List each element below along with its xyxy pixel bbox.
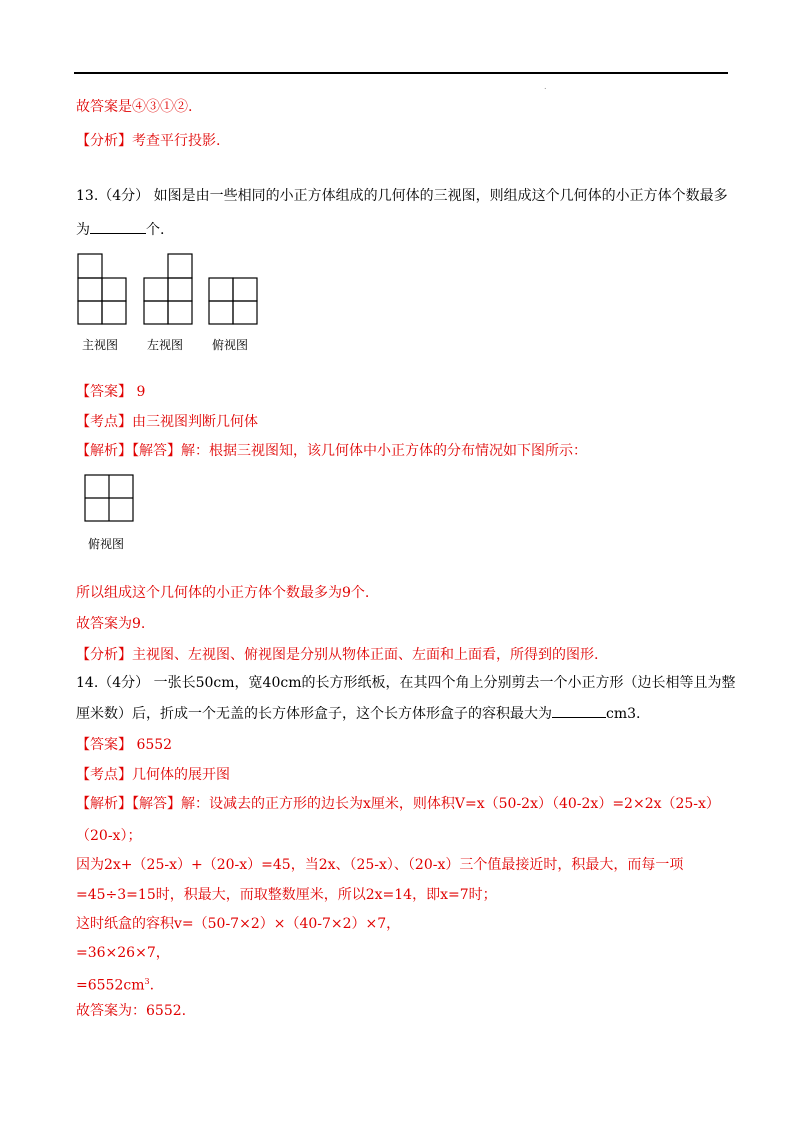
question-13-prefix: 为 — [76, 222, 90, 238]
question-14-text: 厘米数）后，折成一个无盖的长方体形盒子，这个长方体形盒子的容积最大为 — [76, 706, 552, 722]
solution-14-line-5: 这时纸盒的容积v=（50-7×2）×（40-7×2）×7， — [76, 916, 401, 932]
analysis-line-prev: 【分析】考查平行投影. — [76, 133, 221, 149]
question-13-line-1: 13.（4分） 如图是由一些相同的小正方体组成的几何体的三视图，则组成这个几何体的小正方体个数最多 — [76, 188, 728, 204]
question-14-line-2 — [76, 703, 640, 724]
solution-14-line-7 — [76, 972, 154, 996]
question-13-suffix: 个. — [146, 222, 165, 238]
final-answer-13: 故答案为9. — [76, 616, 146, 632]
solution-13-conclusion: 所以组成这个几何体的小正方体个数最多为9个. — [76, 585, 370, 601]
question-14-unit: cm3. — [606, 706, 641, 722]
top-view-cell — [209, 301, 233, 324]
top-view-cell — [233, 278, 257, 301]
analysis-13: 【分析】主视图、左视图、俯视图是分别从物体正面、左面和上面看，所得到的图形. — [76, 647, 599, 663]
final-answer-14: 故答案为：6552. — [76, 1003, 187, 1019]
answer-line-prev: 故答案是④③①②. — [76, 99, 193, 115]
left-view-cell — [144, 301, 168, 324]
left-view-cell — [168, 278, 192, 301]
left-view-cell — [168, 254, 192, 278]
three-views-figure — [74, 250, 274, 330]
cube-exponent: 3 — [144, 977, 150, 986]
front-view-cell — [78, 254, 102, 278]
answer-14: 【答案】 6552 — [76, 737, 173, 753]
front-view-label: 主视图 — [82, 338, 119, 352]
solution-14-line-1: 【解析】【解答】解：设减去的正方形的边长为x厘米，则体积V=x（50-2x）（40-2x）=2×2x（25-x） — [76, 796, 720, 812]
left-view-cell — [144, 278, 168, 301]
front-view-cell — [78, 301, 102, 324]
front-view-cell — [78, 278, 102, 301]
volume-period: . — [149, 977, 155, 994]
grid-top-view-label: 俯视图 — [88, 537, 125, 551]
solution-13: 【解析】【解答】解：根据三视图知，该几何体中小正方体的分布情况如下图所示： — [76, 443, 587, 459]
solution-14-line-3: 因为2x+（25-x）+（20-x）=45，当2x、（25-x）、（20-x）三个值最接近时，积最大，而每一项 — [76, 857, 684, 873]
header-rule — [74, 72, 728, 74]
left-view-cell — [168, 301, 192, 324]
header-dot: . — [544, 82, 547, 91]
front-view-cell — [102, 301, 126, 324]
cube-count-grid — [84, 474, 136, 524]
top-view-label: 俯视图 — [212, 338, 249, 352]
volume-value: =6552cm — [76, 977, 145, 994]
answer-13: 【答案】 9 — [76, 384, 146, 400]
top-view-cell — [233, 301, 257, 324]
answer-blank — [90, 219, 146, 234]
solution-14-line-6: =36×26×7， — [76, 945, 170, 961]
top-view-cell — [209, 278, 233, 301]
front-view-cell — [102, 278, 126, 301]
solution-14-line-2: （20-x）； — [76, 828, 142, 844]
question-13-line-2 — [76, 219, 164, 240]
knowledge-point-13: 【考点】由三视图判断几何体 — [76, 414, 258, 430]
question-14-line-1: 14.（4分） 一张长50cm，宽40cm的长方形纸板，在其四个角上分别剪去一个小正方形（边长相等且为整 — [76, 675, 736, 691]
solution-14-line-4: =45÷3=15时，积最大，而取整数厘米，所以2x=14，即x=7时； — [76, 887, 497, 903]
answer-blank-14 — [552, 703, 606, 718]
knowledge-point-14: 【考点】几何体的展开图 — [76, 767, 230, 783]
left-view-label: 左视图 — [147, 338, 184, 352]
